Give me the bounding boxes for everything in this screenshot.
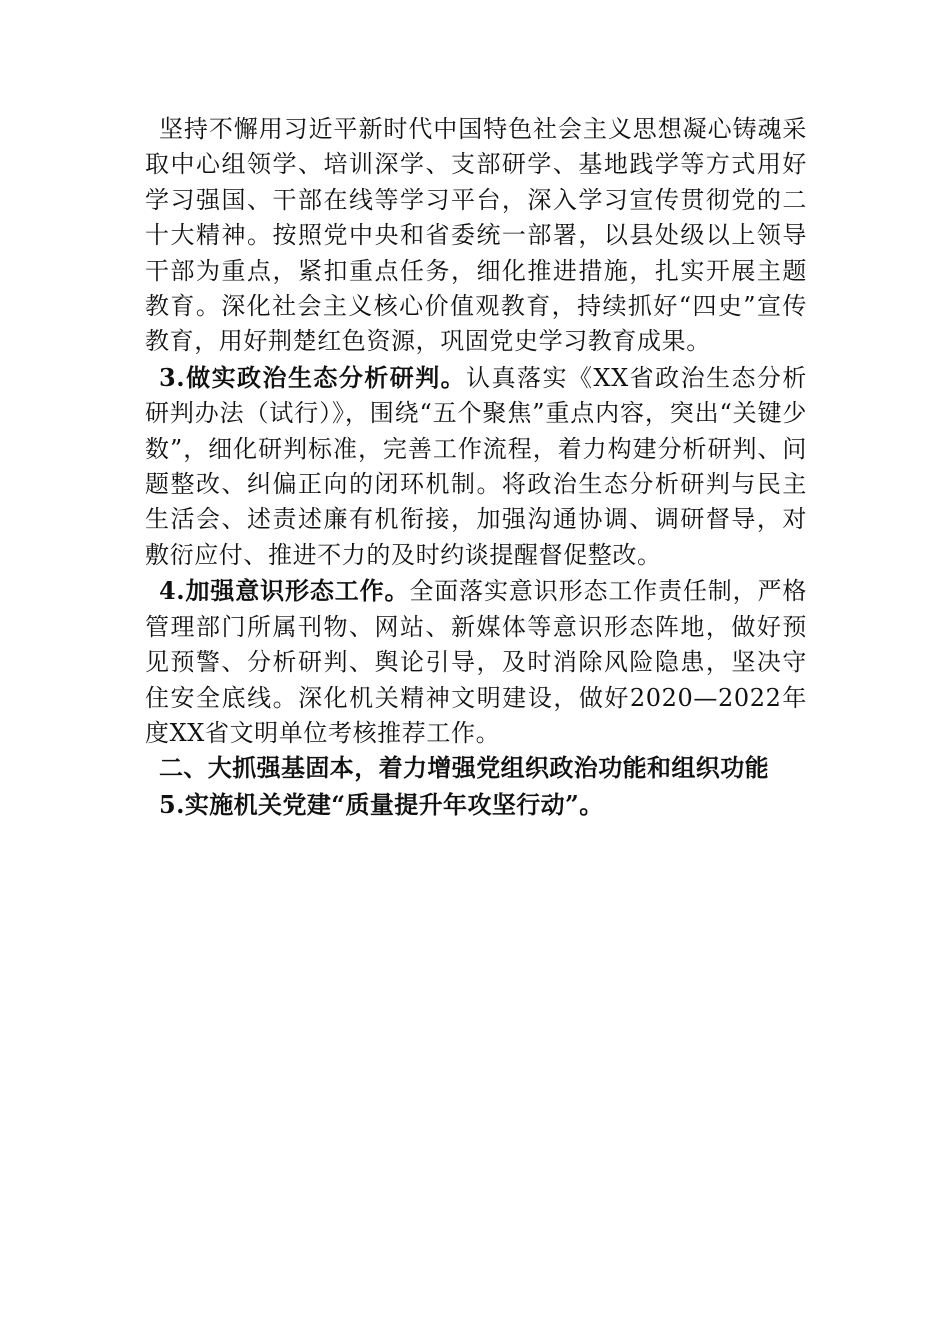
paragraph-body: 坚持不懈用习近平新时代中国特色社会主义思想凝心铸魂采取中心组领学、培训深学、支部研学、基地践学等方式用好学习强国、干部在线等学习平台，深入学习宣传贯彻党的二十大精神。按照党中央和省委统一部署，以县处级以上领导干部为重点，紧扣重点任务，细化推进措施，扎实开展主题教育。深化社会主义核心价值观教育，持续抓好“四史”宣传教育，用好荆楚红色资源，巩固党史学习教育成果。 (145, 115, 807, 356)
section-heading: 二、大抓强基固本，着力增强党组织政治功能和组织功能 (159, 754, 769, 783)
paragraph-body: 全面落实意识形态工作责任制，严格管理部门所属刊物、网站、新媒体等意识形态阵地，做好预见预警、分析研判、舆论引导，及时消除风险隐患，坚决守住安全底线。深化机关精神文明建设，做好2020—2022年度XX省文明单位考核推荐工作。 (145, 577, 807, 747)
paragraph-body: 认真落实《XX省政治生态分析研判办法（试行）》，围绕“五个聚焦”重点内容，突出“关键少数”，细化研判标准，完善工作流程，着力构建分析研判、问题整改、纠偏正向的闭环机制。将政治生态分析研判与民主生活会、述责述廉有机衔接，加强沟通协调、调研督导，对敷衍应付、推进不力的及时约谈提醒督促整改。 (145, 363, 807, 569)
paragraph-study-thought (145, 112, 807, 360)
item-heading: 3.做实政治生态分析研判。 (159, 362, 467, 392)
item-heading-quality-action: 5.实施机关党建“质量提升年攻坚行动”。 (159, 789, 604, 819)
document-body (145, 112, 807, 822)
paragraph-political-ecology (145, 360, 807, 573)
item-heading: 4.加强意识形态工作。 (159, 576, 410, 606)
paragraph-ideology-work (145, 573, 807, 751)
